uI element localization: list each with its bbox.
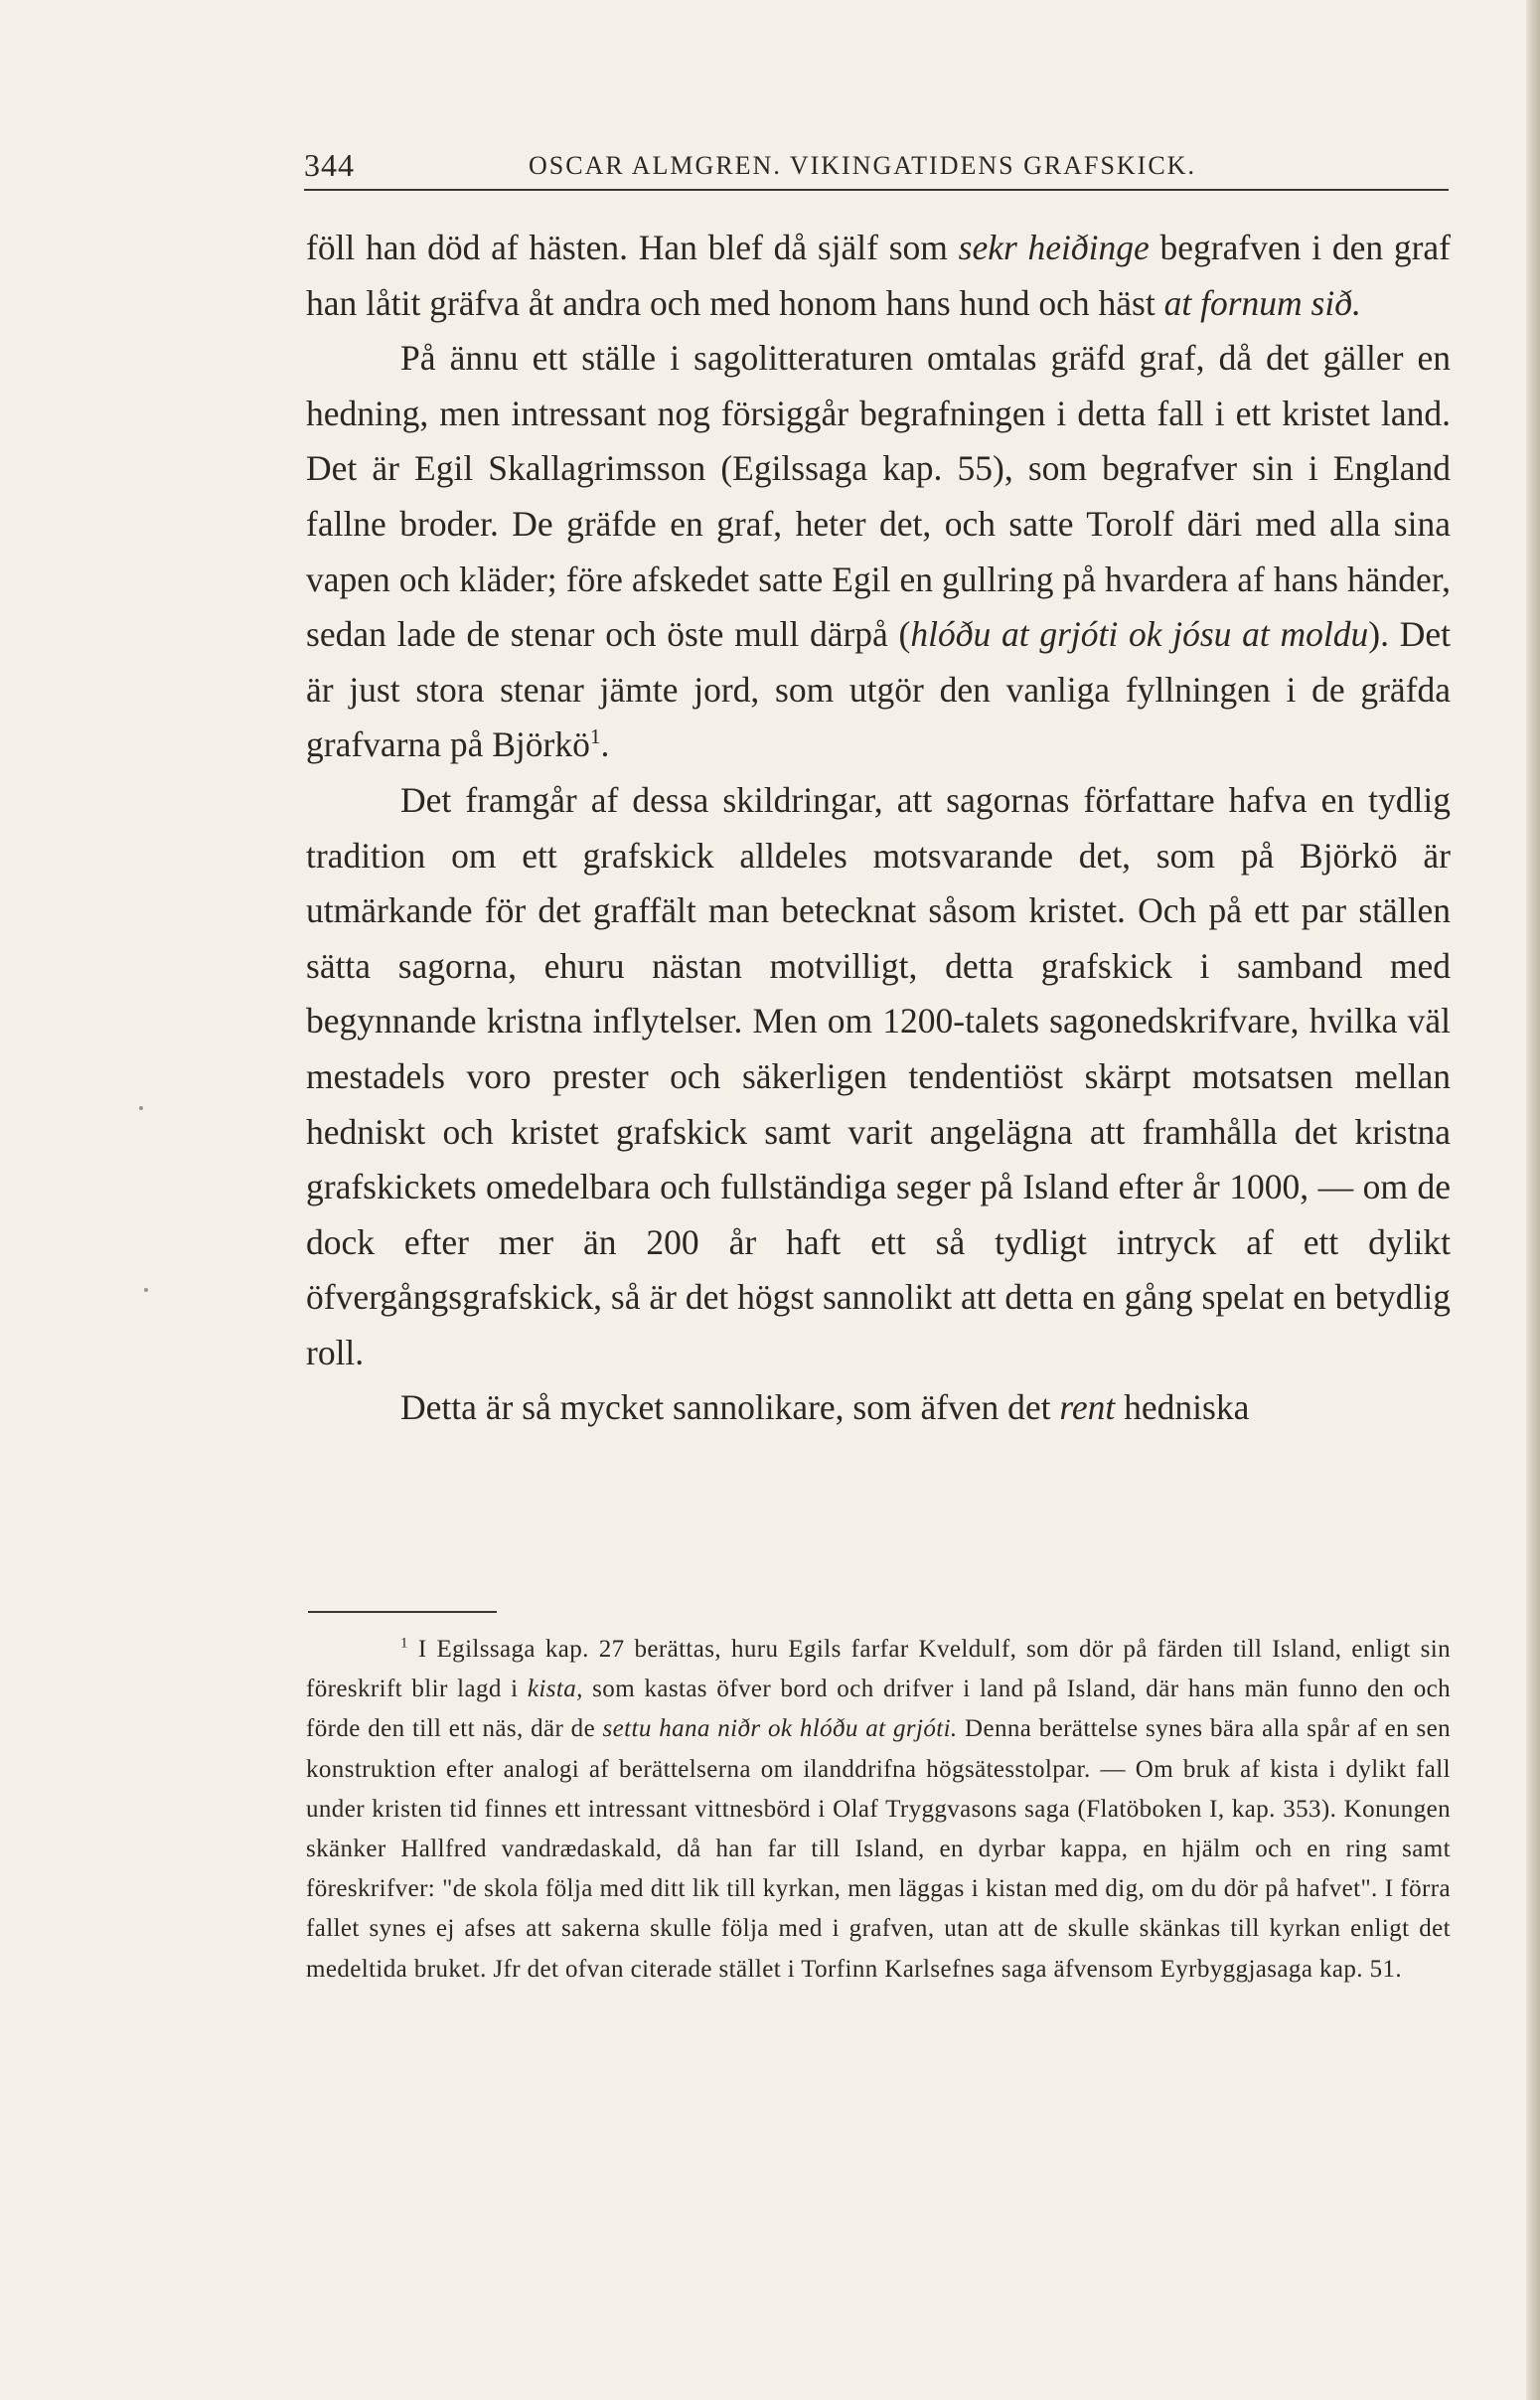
footnote-number: 1 <box>400 1635 408 1652</box>
running-head <box>304 147 1449 193</box>
paragraph-3: Det framgår af dessa skildringar, att sagornas författare hafva en tydlig tradition om ett grafskick alldeles motsvarande det, som på Björkö är utmärkande för det graffält man betecknat såsom kristet. Och på ett par ställen sätta sagorna, ehuru nästan motvilligt, detta grafskick i samband med begynnande kristna inflytelser. Men om 1200-talets sagonedskrifvare, hvilka väl mestadels voro prester och säkerligen tendentiöst skärpt motsatsen mellan hedniskt och kristet grafskick samt varit angelägna att framhålla det kristna grafskickets omedelbara och fullständiga seger på Island efter år 1000, — om de dock efter mer än 200 år haft ett så tydligt intryck af ett dylikt öfvergångsgrafskick, så är det högst sannolikt att detta en gång spelat en betydlig roll. <box>306 779 1451 1372</box>
italic-phrase: sekr heiðinge <box>958 228 1150 267</box>
header-rule <box>304 189 1449 191</box>
text-run: hedniska <box>1115 1387 1250 1428</box>
paragraph-4 <box>306 1380 1451 1436</box>
italic-phrase: rent <box>1059 1387 1116 1428</box>
footnote-paragraph <box>306 1630 1451 1990</box>
text-run: . <box>600 724 610 765</box>
text-run: begrafven i den graf han låtit gräfva åt andra och med honom hans hund och häst <box>306 228 1451 323</box>
body-text <box>306 221 1451 1436</box>
italic-phrase: kista, <box>527 1676 583 1703</box>
page-number: 344 <box>304 147 355 183</box>
footnote <box>306 1630 1451 1990</box>
text-run: På ännu ett ställe i sagolitteraturen omtalas gräfd graf, då det gäller en hedning, men intressant nog försiggår begrafningen i detta fall i ett kristet land. Det är Egil Skallagrimsson (Egilssaga kap. 55), som begrafver sin i England fallne broder. De gräfde en graf, heter det, och satte Torolf däri med alla sina vapen och kläder; före afskedet satte Egil en gullring på hvardera af hans händer, sedan lade de stenar och öste mull därpå ( <box>306 338 1451 655</box>
running-title: OSCAR ALMGREN. VIKINGATIDENS GRAFSKICK. <box>529 151 1196 180</box>
text-run: Detta är så mycket sannolikare, som äfven det <box>400 1387 1060 1428</box>
text-run: föll han död af hästen. Han blef då själf som <box>306 228 959 267</box>
italic-phrase: at fornum sið. <box>1163 282 1361 323</box>
paragraph-2 <box>306 331 1451 773</box>
italic-phrase: hlóðu at grjóti ok jósu at moldu <box>910 614 1369 655</box>
italic-phrase: settu hana niðr ok hlóðu at grjóti. <box>602 1715 958 1743</box>
page-edge <box>1526 0 1540 2400</box>
text-run: Denna berättelse synes bära alla spår af en sen konstruktion efter analogi af berättelserna om ilanddrifna högsätesstolpar. — Om bruk af kista i dylikt fall under kristen tid finnes ett intressant vittnesbörd i Olaf Tryggvasons saga (Flatöboken I, kap. 353). Konungen skänker Hallfred vandrædaskald, då han far till Island, en dyrbar kappa, en hjälm och en ring samt föreskrifver: "de skola följa med ditt lik till kyrkan, men läggas i kistan med dig, om du dör på hafvet". I förra fallet synes ej afses att sakerna skulle följa med i grafven, utan att de skulle skänkas till kyrkan enligt det medeltida bruket. Jfr det ofvan citerade stället i Torfinn Karlsefnes saga äfvensom Eyrbyggjasaga kap. 51. <box>306 1715 1452 1983</box>
footnote-rule <box>308 1611 497 1613</box>
text-run: som kastas öfver bord och drifver i land på Island, där hans män funno den och förde den till ett näs, där de <box>306 1676 1451 1743</box>
paragraph-1 <box>306 221 1451 331</box>
paper-speck <box>139 1106 143 1110</box>
text-run: ). Det är just stora stenar jämte jord, som utgör den vanliga fyllningen i de gräfda grafvarna på Björkö <box>306 614 1451 765</box>
paper-speck <box>144 1288 148 1292</box>
footnote-marker[interactable]: 1 <box>589 724 601 749</box>
text-run: I Egilssaga kap. 27 berättas, huru Egils farfar Kveldulf, som dör på färden till Island, enligt sin föreskrift blir lagd i <box>306 1636 1451 1703</box>
